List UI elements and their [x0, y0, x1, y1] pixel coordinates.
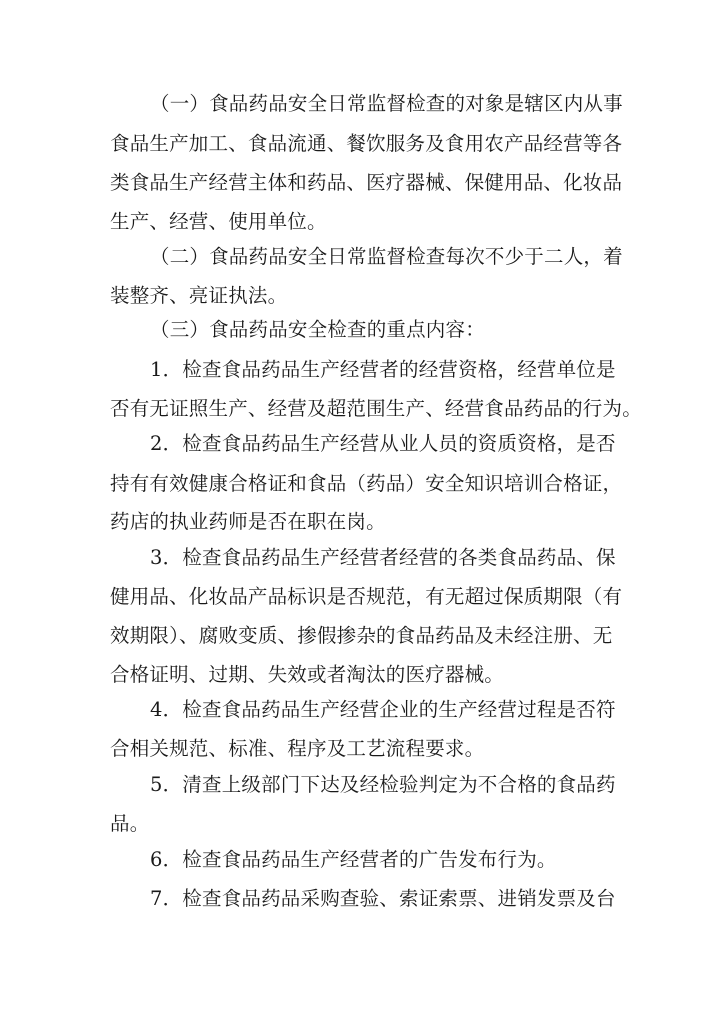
item-2-line-3: 药店的执业药师是否在职在岗。 — [110, 510, 386, 533]
item-1-line-2: 否有无证照生产、经营及超范围生产、经营食品药品的行为。 — [110, 397, 642, 420]
item-5-line-2: 品。 — [110, 812, 150, 835]
item-2-line-1: 2．检查食品药品生产经营从业人员的资质资格，是否 — [150, 432, 616, 455]
paragraph-1-line-1: （一）食品药品安全日常监督检查的对象是辖区内从事 — [150, 92, 623, 115]
item-3-line-3: 效期限）、腐败变质、掺假掺杂的食品药品及未经注册、无 — [110, 624, 613, 647]
item-2-line-2: 持有有效健康合格证和食品（药品）安全知识培训合格证， — [110, 472, 623, 495]
paragraph-1-line-3: 类食品生产经营主体和药品、医疗器械、保健用品、化妆品 — [110, 171, 623, 194]
item-3-line-1: 3．检查食品药品生产经营者经营的各类食品药品、保 — [150, 546, 616, 569]
item-7-line-1: 7．检查食品药品采购查验、索证索票、进销发票及台 — [150, 887, 616, 910]
item-4-line-2: 合相关规范、标准、程序及工艺流程要求。 — [110, 737, 485, 760]
item-4-line-1: 4．检查食品药品生产经营企业的生产经营过程是否符 — [150, 698, 616, 721]
paragraph-1-line-4: 生产、经营、使用单位。 — [110, 210, 327, 233]
item-1-line-1: 1．检查食品药品生产经营者的经营资格，经营单位是 — [150, 358, 616, 381]
item-5-line-1: 5．清查上级部门下达及经检验判定为不合格的食品药 — [150, 773, 616, 796]
paragraph-1-line-2: 食品生产加工、食品流通、餐饮服务及食用农产品经营等各 — [110, 132, 623, 155]
item-3-line-4: 合格证明、过期、失效或者淘汰的医疗器械。 — [110, 663, 505, 686]
section-heading-3: （三）食品药品安全检查的重点内容： — [150, 318, 485, 341]
paragraph-2-line-1: （二）食品药品安全日常监督检查每次不少于二人，着 — [150, 245, 623, 268]
item-3-line-2: 健用品、化妆品产品标识是否规范，有无超过保质期限（有 — [110, 585, 623, 608]
item-6-line-1: 6．检查食品药品生产经营者的广告发布行为。 — [150, 848, 557, 871]
paragraph-2-line-2: 装整齐、亮证执法。 — [110, 284, 288, 307]
